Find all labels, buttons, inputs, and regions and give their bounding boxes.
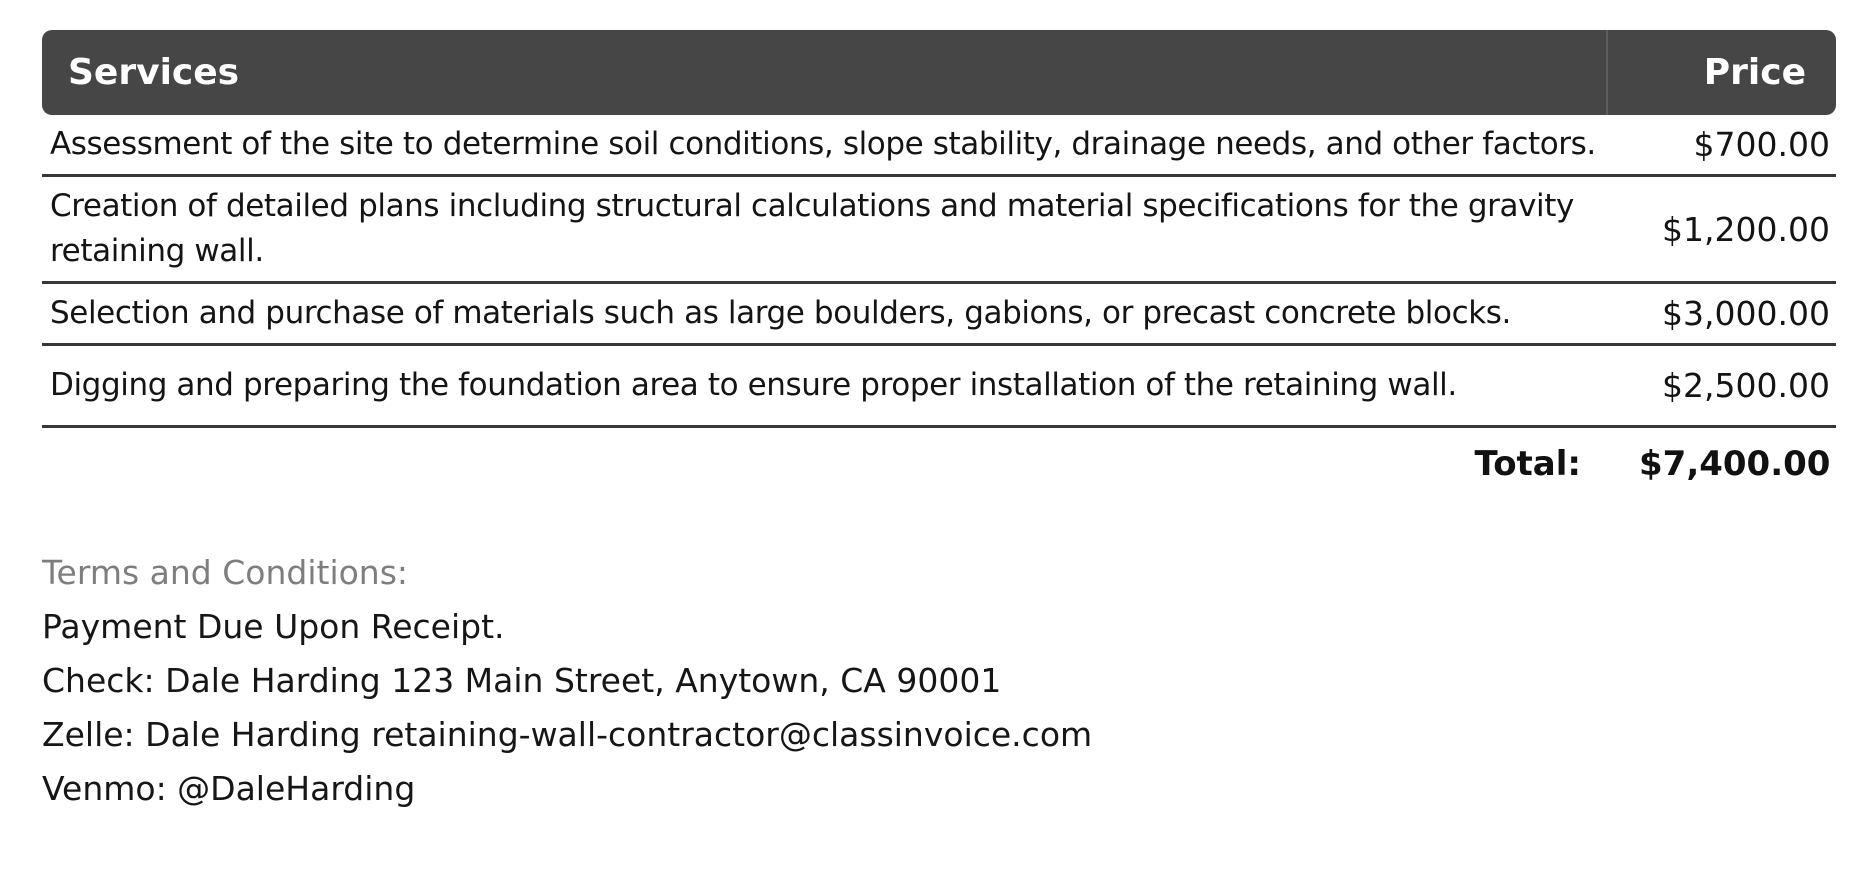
service-price: $3,000.00 [1606,284,1836,346]
column-header-price: Price [1606,30,1836,115]
service-description: Selection and purchase of materials such as large boulders, gabions, or precast concrete blocks. [42,284,1606,346]
table-row [42,115,1836,177]
total-label: Total: [1474,444,1581,484]
terms-section [42,546,1836,816]
service-description: Assessment of the site to determine soil conditions, slope stability, drainage needs, and other factors. [42,115,1606,177]
services-table [42,30,1836,428]
terms-line-zelle: Zelle: Dale Harding retaining-wall-contractor@classinvoice.com [42,715,1093,754]
table-row [42,346,1836,428]
terms-line-payment: Payment Due Upon Receipt. [42,607,505,646]
service-price: $1,200.00 [1606,177,1836,284]
total-value: $7,400.00 [1639,444,1831,484]
table-header [42,30,1836,115]
terms-line-venmo: Venmo: @DaleHarding [42,769,416,808]
table-row [42,284,1836,346]
service-description: Digging and preparing the foundation area to ensure proper installation of the retaining wall. [42,346,1606,428]
column-header-services: Services [42,30,1606,115]
table-header-row [42,30,1836,115]
service-description: Creation of detailed plans including structural calculations and material specifications for the gravity retaining wall. [42,177,1606,284]
terms-heading: Terms and Conditions: [42,553,409,592]
total-row [42,444,1836,484]
service-price: $700.00 [1606,115,1836,177]
terms-line-check: Check: Dale Harding 123 Main Street, Anytown, CA 90001 [42,661,1002,700]
table-row [42,177,1836,284]
service-price: $2,500.00 [1606,346,1836,428]
table-body [42,115,1836,428]
